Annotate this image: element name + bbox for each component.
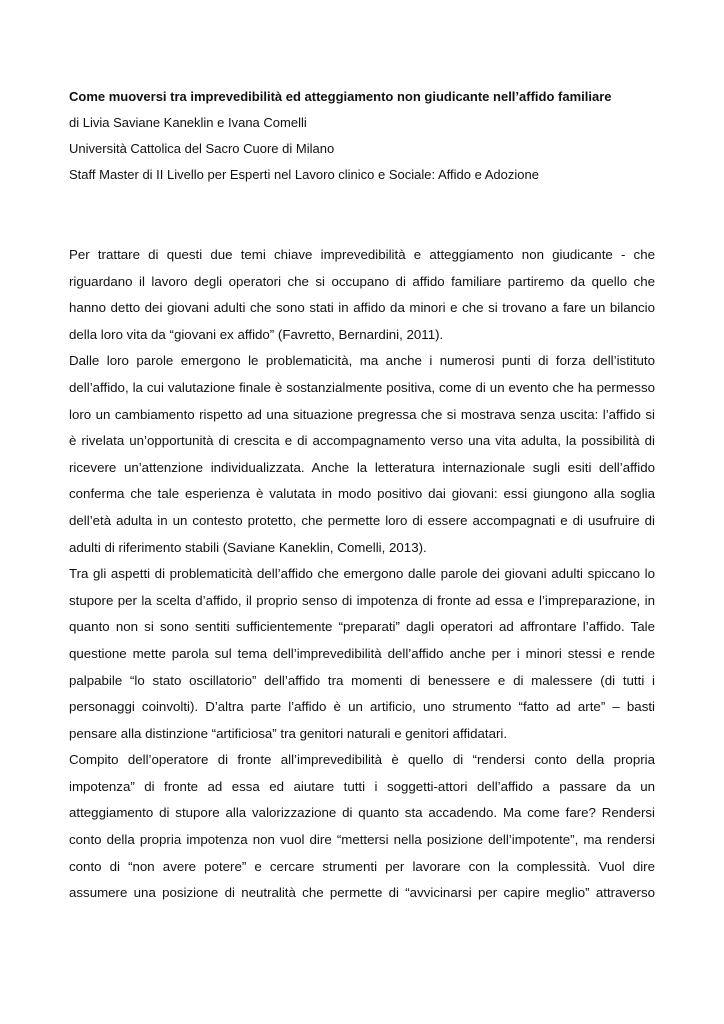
paragraph-2: Dalle loro parole emergono le problematicità, ma anche i numerosi punti di forza dell’istituto dell’affido, la cui valutazione finale è sostanzialmente positiva, come di un evento che ha permesso loro un cambiamento rispetto ad una situazione pregressa che si mostrava senza uscita: l’affido si è rivelata un’opportunità di crescita e di accompagnamento verso una vita adulta, la possibilità di ricevere un’attenzione individualizzata. Anche la letteratura internazionale sugli esiti dell’affido conferma che tale esperienza è valutata in modo positivo dai giovani: essi giungono alla soglia dell’età adulta in un contesto protetto, che permette loro di essere accompagnati e di usufruire di adulti di riferimento stabili (Saviane Kaneklin, Comelli, 2013). [69, 353, 655, 555]
paragraph-1: Per trattare di questi due temi chiave imprevedibilità e atteggiamento non giudicante - che riguardano il lavoro degli operatori che si occupano di affido familiare partiremo da quello che hanno detto dei giovani adulti che sono stati in affido da minori e che si trovano a fare un bilancio della loro vita da “giovani ex affido” (Favretto, Bernardini, 2011). [69, 247, 655, 342]
university-line: Università Cattolica del Sacro Cuore di Milano [69, 141, 335, 156]
document-body [69, 242, 655, 907]
author-line: di Livia Saviane Kaneklin e Ivana Comelli [69, 115, 307, 130]
paragraph-4: Compito dell’operatore di fronte all’imprevedibilità è quello di “rendersi conto della propria impotenza” di fronte ad essa ed aiutare tutti i soggetti-attori dell’affido a passare da un atteggiamento di stupore alla valorizzazione di quanto sta accadendo. Ma come fare? Rendersi conto della propria impotenza non vuol dire “mettersi nella posizione dell’impotente”, ma rendersi conto di “non avere potere” e cercare strumenti per lavorare con la complessità. Vuol dire assumere una posizione di neutralità che permette di “avvicinarsi per capire meglio” attraverso [69, 752, 655, 901]
document-header [69, 84, 669, 188]
program-line: Staff Master di II Livello per Esperti nel Lavoro clinico e Sociale: Affido e Adozione [69, 167, 539, 182]
paragraph-3: Tra gli aspetti di problematicità dell’affido che emergono dalle parole dei giovani adulti spiccano lo stupore per la scelta d’affido, il proprio senso di impotenza di fronte ad essa e l’impreparazione, in quanto non si sono sentiti sufficientemente “preparati” dagli operatori ad affrontare l’affido. Tale questione mette parola sul tema dell’imprevedibilità dell’affido anche per i minori stessi e rende palpabile “lo stato oscillatorio” dell’affido tra momenti di benessere e di malessere (di tutti i personaggi coinvolti). D’altra parte l’affido è un artificio, uno strumento “fatto ad arte” – basti pensare alla distinzione “artificiosa” tra genitori naturali e genitori affidatari. [69, 566, 655, 741]
document-title: Come muoversi tra imprevedibilità ed atteggiamento non giudicante nell’affido familiare [69, 89, 612, 104]
